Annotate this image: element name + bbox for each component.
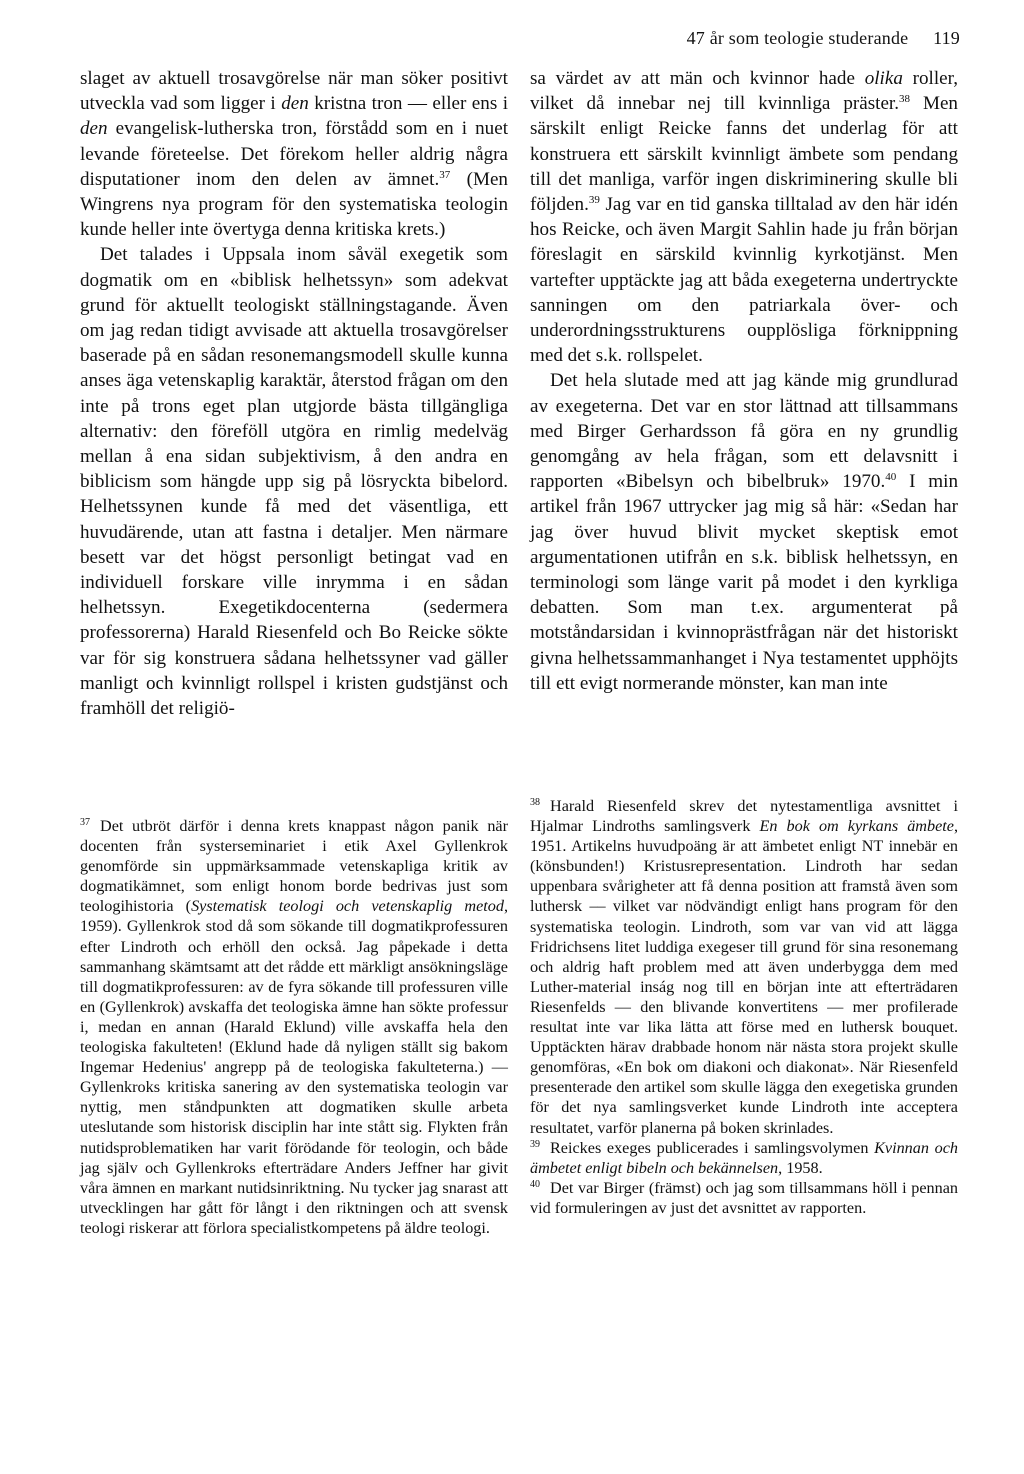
footnote-title: Kvinnan och ämbetet enligt bibeln och bekännelsen (530, 1138, 958, 1177)
page-number: 119 (933, 28, 960, 48)
footnote-title: Systematisk teologi och vetenskaplig metod (191, 897, 504, 916)
footnote-38: $^{38}$ Harald Riesenfeld skrev det nytestamentliga avsnittet i Hjalmar Lindroths samlingsverk En bok om kyrkans ämbete, 1951. Artikelns huvudpoäng är att ämbetet enligt NT innebär en (könsbunden!) Kristusrepresentation. Lindroth har sedan uppenbara svårigheter att få denna position att framstå även som luthersk –– vilket var nödvändigt enligt hans program för den systematiska teologin. Lindroth, som var van vid att lägga Fridrichsens litet luddiga exegeser till grund för sina resonemang och aldrig haft problem med att även underbygga dem med Luther-material inság nog till en början inte att efterträdaren Riesenfelds — den blivande konvertitens — mer profilerade resultat inte var lika lätta att förse med en luthersk bouquet. Upptäckten härav drabbade honom när nästa stora projekt skulle genomföras, «En bok om diakoni och diakonat». När Riesenfeld presenterade den artikel som skulle lägga den exegetiska grunden för det nya samlingsverket kunde Lindroth inte acceptera resultatet, varför planerna på boken skrinlades. (530, 797, 958, 1137)
right-column-body (530, 66, 958, 696)
footnote-39: $^{39}$ Reickes exeges publicerades i samlingsvolymen Kvinnan och ämbetet enligt bibeln och bekännelsen, 1958. (530, 1138, 958, 1177)
left-paragraph-1: slaget av aktuell trosavgörelse när man söker positivt utveckla vad som ligger i den kristna tron — eller ens i den evangelisk-lutherska tron, förstådd som en i nuet levande företeelse. Det förekom heller aldrig några disputationer inom den delen av ämnet.$^{37}$ (Men Wingrens nya program för den systematiska teologin kunde heller inte övertyga denna kritiska krets.) (80, 68, 509, 241)
emphasis-den: den (80, 118, 108, 140)
footnote-title: En bok om kyrkans ämbete (759, 817, 954, 836)
footnote-40: $^{40}$ Det var Birger (främst) och jag som tillsammans höll i pennan vid formuleringen av just det avsnittet av rapporten. (530, 1178, 958, 1217)
running-header (620, 28, 960, 49)
footnote-ref-38: 38 (899, 93, 910, 106)
right-paragraph-2: Det hela slutade med att jag kände mig grundlurad av exegeterna. Det var en stor lättnad att tillsammans med Birger Gerhardsson få göra en ny grundlig genomgång av hela frågan, som ett delavsnitt i rapporten «Bibelsyn och bibelbruk» 1970.40 I min artikel från 1967 uttrycker jag mig så här: «Sedan har jag över huvud blivit mycket skeptisk emot argumentationen utifrån en s.k. biblisk helhetssyn, en terminologi som länge varit på modet i den kyrkliga debatten. Som man t.ex. argumenterat på motståndarsidan i kvinnoprästfrågan när det historiskt givna helhetssammanhanget i Nya testamentet upphöjts till ett evigt normerande mönster, kan man inte (530, 370, 959, 694)
emphasis-den: den (281, 93, 309, 115)
footnote-37: $^{37}$ Det utbröt därför i denna krets knappast någon panik när docenten från systerseminariet i etik Axel Gyllenkrok genomförde sin uppmärksammade vetenskapliga kritik av dogmatikämnet, som enligt honom borde bedrivas just som teologihistoria (Systematisk teologi och vetenskaplig metod, 1959). Gyllenkrok stod då som sökande till dogmatikprofessuren efter Lindroth och erhöll den också. Jag påpekade i detta sammanhang skämtsamt att det rådde ett märkligt ansökningsläge till dogmatikprofessuren: av de fyra sökande till professuren ville en (Gyllenkrok) avskaffa det teologiska ämne han sökte professur i, medan en annan (Harald Eklund) ville avskaffa hela den teologiska fakulteten! (Eklund hade då nyligen ställt sig bakom Ingemar Hedenius' angrepp på de teologiska fakulteterna.) — Gyllenkroks kritiska sanering av den systematiska teologin var nyttig, men ståndpunkten att dogmatiken skulle arbeta uteslutande som historisk disciplin har inte stått sig. Flykten från nutidsproblematiken har varit förödande för teologin, och både jag själv och Gyllenkroks efterträdare Anders Jeffner har givit våra ämnen en markant nutidsinriktning. Nu tycker jag snarast att utvecklingen har gått för långt i den riktningen och att svensk teologi riskerar att förlora specialistkompetens på äldre teologi. (80, 817, 509, 1237)
footnote-ref-40: 40 (885, 471, 897, 484)
right-paragraph-1: sa värdet av att män och kvinnor hade olika roller, vilket då innebar nej till kvinnliga präster.$^{38}$ Men särskilt enligt Reicke fanns det underlag för att konstruera ett särskilt kvinnligt ämbete som pendang till det manliga, varför ingen diskriminering skulle bli följden.$^{39}$ Jag var en tid ganska tilltalad av den här idén hos Reicke, och även Margit Sahlin hade ju från början föreslagit en särskild kvinnlig kyrkotjänst. Men vartefter upptäckte jag att båda exegeterna undertryckte sanningen om den patriarkala över- och underordningsstrukturens oupplösliga förknippning med det s.k. rollspelet. (530, 68, 958, 367)
left-column-body (80, 66, 508, 721)
footnote-ref-37: 37 (439, 168, 451, 181)
right-footnotes (530, 796, 958, 1218)
footnote-ref-39: 39 (588, 194, 600, 207)
left-footnotes (80, 816, 508, 1238)
running-title: 47 år som teologie studerande (686, 28, 909, 48)
left-paragraph-2: Det talades i Uppsala inom såväl exegetik som dogmatik om en «biblisk helhetssyn» som adekvat grund för aktuellt teologiskt ställningstagande. Även om jag redan tidigt avvisade att aktuella trosavgörelser baserade på en sådan resonemangsmodell skulle kunna anses äga vetenskaplig karaktär, återstod frågan om den inte på trons eget plan utgjorde bästa tillgängliga alternativ: den föreföll utgöra en rimlig medelväg mellan å ena sidan subjektivism, å den andra en biblicism som hängde upp sig på lösryckta bibelord. Helhetssynen kunde få med det väsentliga, ett huvudärende, utan att fastna i detaljer. Men närmare besett var det högst personligt betingat vad en individuell forskare ville inrymma i en sådan helhetssyn. Exegetikdocenterna (sedermera professorerna) Harald Riesenfeld och Bo Reicke sökte var för sig konstruera sådana helhetssyner vad gäller manligt och kvinnligt rollspel i kristen gudstjänst och framhöll det religiö- (80, 244, 508, 720)
emphasis-olika: olika (864, 68, 903, 89)
